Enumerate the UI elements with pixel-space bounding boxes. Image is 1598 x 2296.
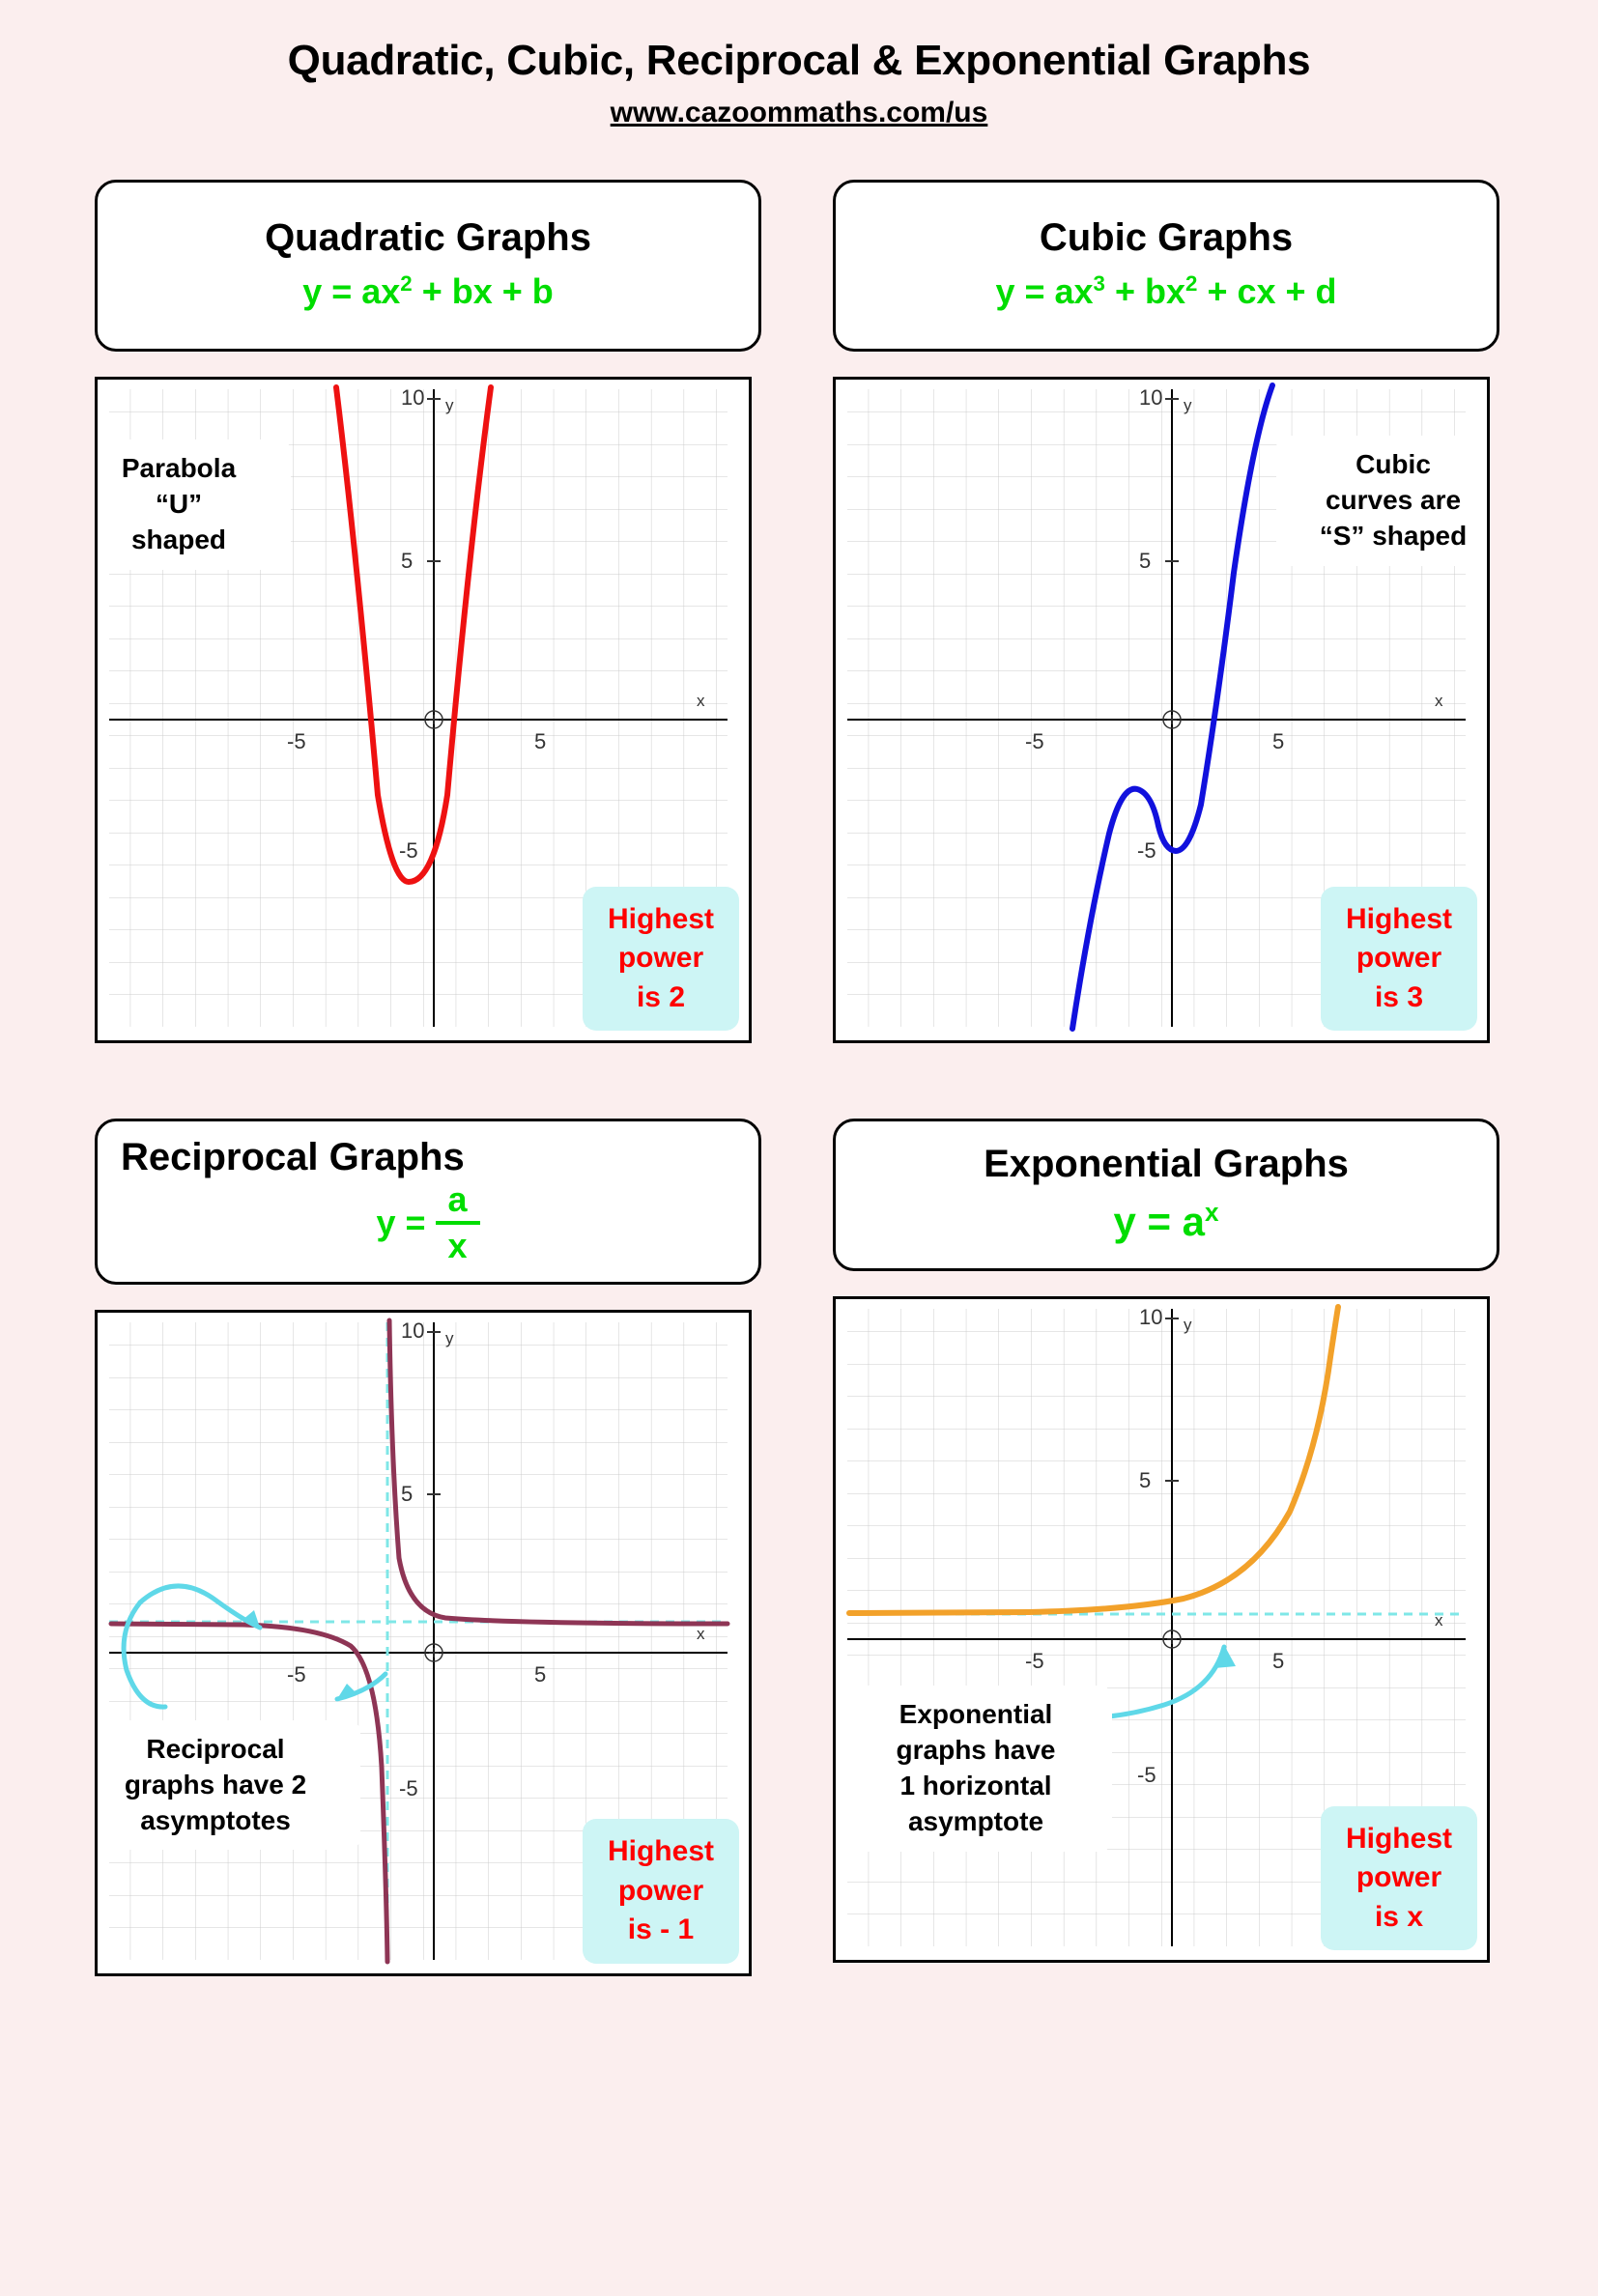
badge-line: Highest xyxy=(1345,1822,1452,1855)
badge-line: is x xyxy=(1374,1900,1424,1933)
badge-line: Highest xyxy=(607,1835,714,1868)
callout-reciprocal xyxy=(95,1720,360,1851)
graph-quadratic xyxy=(95,377,752,1043)
axis-label-y: y xyxy=(445,396,454,414)
badge-line: power xyxy=(1355,942,1442,974)
tick-label-y-neg5: -5 xyxy=(399,1775,418,1800)
tick-label-x-5: 5 xyxy=(534,729,547,753)
panel-reciprocal xyxy=(95,1119,761,1976)
tick-label-y-neg5: -5 xyxy=(1137,838,1156,863)
tick-label-y-10: 10 xyxy=(1139,1305,1163,1329)
callout-line: asymptote xyxy=(907,1805,1044,1836)
fraction-denominator: x xyxy=(447,1225,468,1265)
badge-line: is - 1 xyxy=(627,1913,695,1946)
badge-highest-power-cubic xyxy=(1321,887,1477,1032)
axis-label-y: y xyxy=(445,1328,454,1347)
callout-line: “S” shaped xyxy=(1319,520,1468,551)
tick-label-y-5: 5 xyxy=(1139,549,1152,573)
tick-label-x-5: 5 xyxy=(1272,1649,1285,1673)
panel-title-exponential: Exponential Graphs xyxy=(984,1142,1349,1185)
header-cubic xyxy=(833,180,1499,352)
badge-line: Highest xyxy=(1345,902,1452,935)
tick-label-x-neg5: -5 xyxy=(1025,1649,1044,1673)
page-title: Quadratic, Cubic, Reciprocal & Exponential Graphs xyxy=(287,37,1311,84)
callout-line: 1 horizontal xyxy=(899,1770,1052,1800)
header-exponential xyxy=(833,1119,1499,1271)
tick-label-x-neg5: -5 xyxy=(287,729,306,753)
callout-line: Parabola xyxy=(121,453,237,483)
callout-line: curves are xyxy=(1325,484,1462,515)
fraction-numerator: a xyxy=(447,1179,468,1219)
tick-label-y-neg5: -5 xyxy=(399,838,418,863)
tick-label-x-5: 5 xyxy=(534,1661,547,1687)
callout-line: asymptotes xyxy=(140,1804,291,1835)
tick-label-y-10: 10 xyxy=(401,385,425,410)
tick-label-y-10: 10 xyxy=(401,1318,425,1343)
panel-title-quadratic: Quadratic Graphs xyxy=(265,216,591,259)
tick-label-x-5: 5 xyxy=(1272,729,1285,753)
callout-exponential xyxy=(840,1686,1112,1852)
badge-line: power xyxy=(1355,1861,1442,1893)
badge-line: is 3 xyxy=(1374,980,1424,1013)
badge-highest-power-reciprocal xyxy=(583,1819,739,1964)
callout-line: shaped xyxy=(130,524,227,554)
panel-formula-exponential: $y = a^x$ xyxy=(1113,1197,1219,1244)
panel-title-cubic: Cubic Graphs xyxy=(1039,216,1294,259)
badge-highest-power-quadratic xyxy=(583,887,739,1032)
axis-label-x: x xyxy=(697,1624,705,1643)
panel-formula-cubic: $y = ax^3 + bx^2$ + cx + d xyxy=(995,271,1337,311)
callout-line: Reciprocal xyxy=(146,1733,285,1764)
callout-line: “U” xyxy=(155,488,203,519)
badge-line: power xyxy=(617,1874,704,1907)
badge-highest-power-exponential xyxy=(1321,1806,1477,1951)
axis-label-y: y xyxy=(1184,1316,1192,1334)
axis-label-x: x xyxy=(1435,1611,1443,1630)
header-reciprocal xyxy=(95,1119,761,1285)
fraction-bar xyxy=(436,1221,480,1225)
tick-label-x-neg5: -5 xyxy=(1025,729,1044,753)
callout-parabola xyxy=(95,439,291,570)
badge-line: is 2 xyxy=(636,980,686,1013)
formula-fraction xyxy=(436,1181,480,1264)
tick-label-y-5: 5 xyxy=(401,1481,414,1506)
formula-lhs: y = xyxy=(376,1202,426,1242)
panel-formula-quadratic: $y = ax^2$ + bx + b xyxy=(302,271,554,311)
callout-line: Cubic xyxy=(1355,449,1431,479)
graph-exponential xyxy=(833,1296,1490,1963)
panel-title-reciprocal: Reciprocal Graphs xyxy=(121,1136,465,1178)
header-quadratic xyxy=(95,180,761,352)
graph-cubic xyxy=(833,377,1490,1043)
axis-label-x: x xyxy=(1435,692,1443,710)
axis-label-x: x xyxy=(697,692,705,710)
panel-quadratic xyxy=(95,180,761,1043)
callout-line: Exponential xyxy=(899,1699,1053,1729)
tick-label-x-neg5: -5 xyxy=(287,1661,306,1687)
panel-formula-reciprocal xyxy=(115,1181,741,1264)
panel-cubic xyxy=(833,180,1499,1043)
page-url: www.cazoommaths.com/us xyxy=(610,97,988,128)
callout-cubic xyxy=(1276,436,1490,566)
badge-line: Highest xyxy=(607,902,714,935)
callout-line: graphs have 2 xyxy=(124,1769,307,1800)
badge-line: power xyxy=(617,942,704,974)
callout-line: graphs have xyxy=(896,1734,1056,1765)
axis-label-y: y xyxy=(1184,396,1192,414)
graph-reciprocal xyxy=(95,1310,752,1976)
tick-label-y-neg5: -5 xyxy=(1137,1763,1156,1787)
tick-label-y-5: 5 xyxy=(1139,1468,1152,1492)
tick-label-y-5: 5 xyxy=(401,549,414,573)
tick-label-y-10: 10 xyxy=(1139,385,1163,410)
panel-exponential xyxy=(833,1119,1499,1963)
